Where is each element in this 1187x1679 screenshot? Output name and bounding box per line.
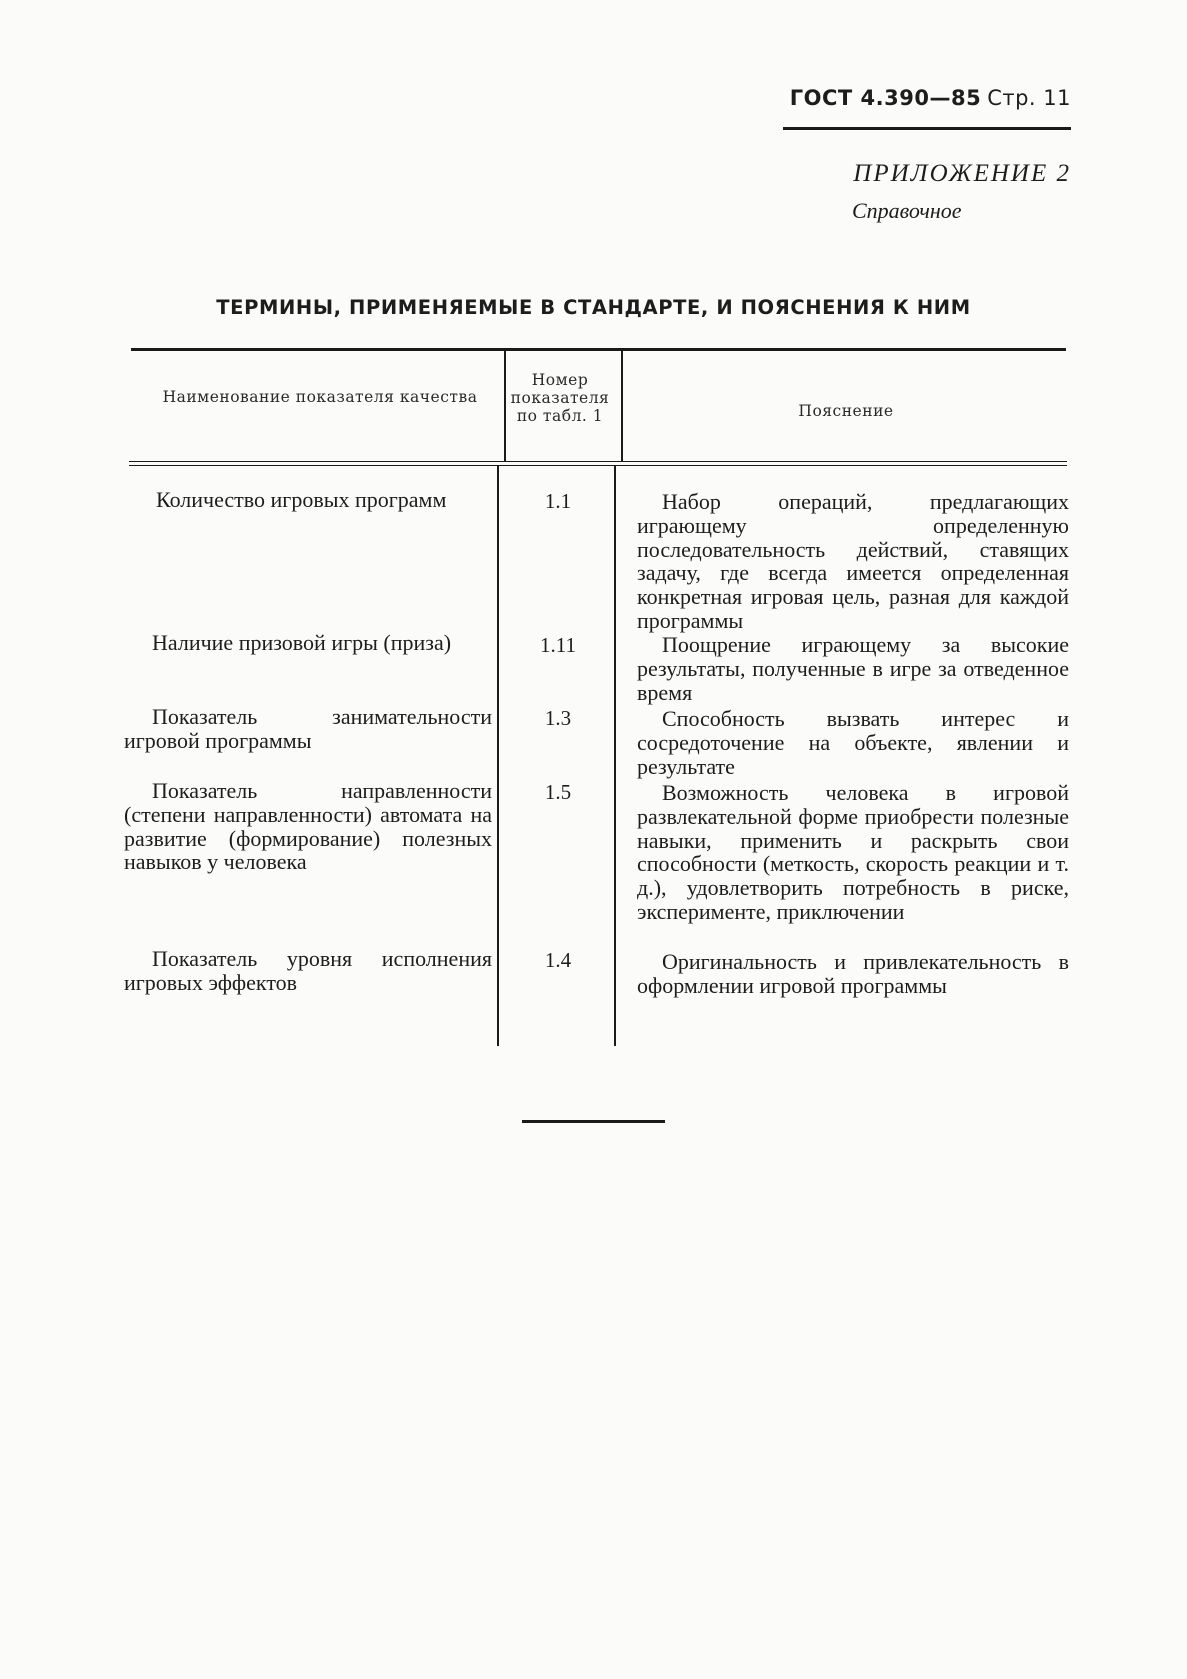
row-5-name: Показатель уровня исполнения игровых эффектов bbox=[124, 946, 492, 995]
page-number: Стр. 11 bbox=[987, 86, 1071, 110]
row-2-explanation: Поощрение играющему за высокие результаты, полученные в игре за отведенное время bbox=[637, 632, 1069, 705]
appendix-title: ПРИЛОЖЕНИЕ 2 bbox=[853, 160, 1071, 187]
table-top-rule bbox=[131, 348, 1066, 351]
page-header bbox=[783, 86, 1071, 130]
table-header-rule-second bbox=[129, 465, 1067, 466]
header-text bbox=[790, 86, 1071, 110]
table-column-divider-right bbox=[621, 350, 623, 461]
standard-number: ГОСТ 4.390—85 bbox=[789, 86, 982, 110]
table-column-divider-left bbox=[504, 350, 506, 461]
row-1-explanation: Набор операций, предлагающих играющему определенную последовательность действий, ставящих задачу, где всегда имеется определенная конкретная игровая цель, разная для каждой программы bbox=[637, 489, 1069, 633]
row-2-name: Наличие призовой игры (приза) bbox=[152, 630, 452, 655]
row-3-number: 1.3 bbox=[544, 706, 572, 730]
document-title: ТЕРМИНЫ, ПРИМЕНЯЕМЫЕ В СТАНДАРТЕ, И ПОЯСНЕНИЯ К НИМ bbox=[216, 296, 971, 319]
row-4-name: Показатель направленности (степени направленности) автомата на развитие (формирование) полезных навыков у человека bbox=[124, 778, 492, 875]
table-body-divider-right bbox=[614, 466, 616, 1046]
row-1-number: 1.1 bbox=[544, 489, 572, 513]
row-4-number: 1.5 bbox=[544, 780, 572, 804]
appendix-subtitle: Справочное bbox=[852, 198, 962, 223]
row-3-name: Показатель занимательности игровой программы bbox=[124, 704, 492, 753]
table-body-divider-left bbox=[497, 466, 499, 1046]
row-5-explanation: Оригинальность и привлекательность в оформлении игровой программы bbox=[637, 949, 1069, 998]
column-header-number: Номер показателя по табл. 1 bbox=[510, 371, 610, 425]
end-rule bbox=[522, 1120, 665, 1123]
row-1-name: Количество игровых программ bbox=[156, 487, 447, 512]
row-3-explanation: Способность вызвать интерес и сосредоточение на объекте, явлении и результате bbox=[637, 706, 1069, 779]
row-4-explanation: Возможность человека в игровой развлекательной форме приобрести полезные навыки, применить и раскрыть свои способности (меткость, скорость реакции и т. д.), удовлетворить потребность в риске, эксперименте, приключении bbox=[637, 780, 1069, 924]
column-header-name: Наименование показателя качества bbox=[162, 388, 478, 406]
column-header-explanation: Пояснение bbox=[798, 402, 894, 420]
row-2-number: 1.11 bbox=[540, 633, 576, 657]
row-5-number: 1.4 bbox=[544, 948, 572, 972]
table-header-rule bbox=[129, 461, 1067, 462]
